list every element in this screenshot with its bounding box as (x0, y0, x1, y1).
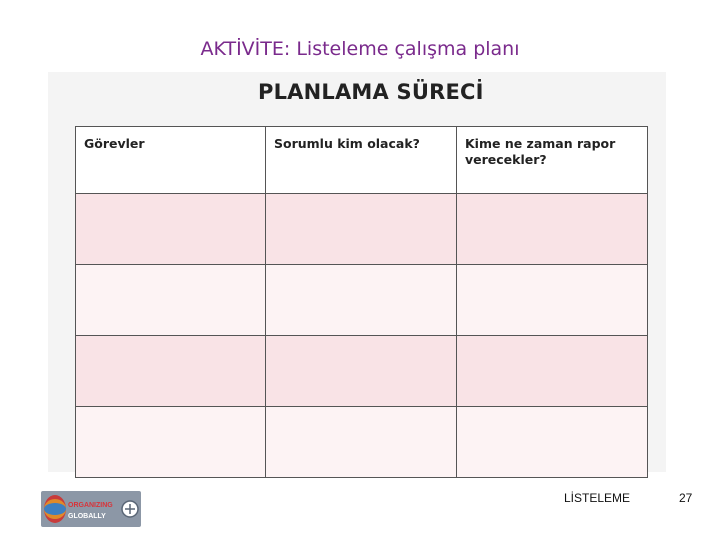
table-cell[interactable] (76, 336, 266, 407)
table-cell[interactable] (266, 336, 457, 407)
page-number: 27 (679, 491, 693, 505)
table-cell[interactable] (457, 336, 648, 407)
table-cell[interactable] (457, 407, 648, 478)
table-cell[interactable] (266, 265, 457, 336)
slide-title (0, 38, 720, 60)
table-cell[interactable] (457, 194, 648, 265)
table-row (76, 407, 648, 478)
table-cell[interactable] (266, 407, 457, 478)
planning-table (75, 126, 648, 478)
table-header-row (76, 127, 648, 194)
svg-text:GLOBALLY: GLOBALLY (68, 513, 106, 520)
table-row (76, 265, 648, 336)
table-cell[interactable] (266, 194, 457, 265)
column-header-tasks: Görevler (76, 127, 266, 194)
table-cell[interactable] (76, 265, 266, 336)
table-cell[interactable] (76, 407, 266, 478)
column-header-reporting: Kime ne zaman rapor verecekler? (457, 127, 648, 194)
document-heading: PLANLAMA SÜRECİ (258, 80, 484, 104)
slide-title-activity: AKTİVİTE: (200, 38, 291, 60)
column-header-responsible: Sorumlu kim olacak? (266, 127, 457, 194)
footer-section-label: LİSTELEME (564, 491, 631, 505)
slide-title-text: Listeleme çalışma planı (296, 38, 520, 60)
table-row (76, 336, 648, 407)
table-cell[interactable] (76, 194, 266, 265)
organizing-globally-logo (41, 491, 141, 527)
svg-text:ORGANIZING: ORGANIZING (68, 502, 113, 509)
table-cell[interactable] (457, 265, 648, 336)
table-row (76, 194, 648, 265)
